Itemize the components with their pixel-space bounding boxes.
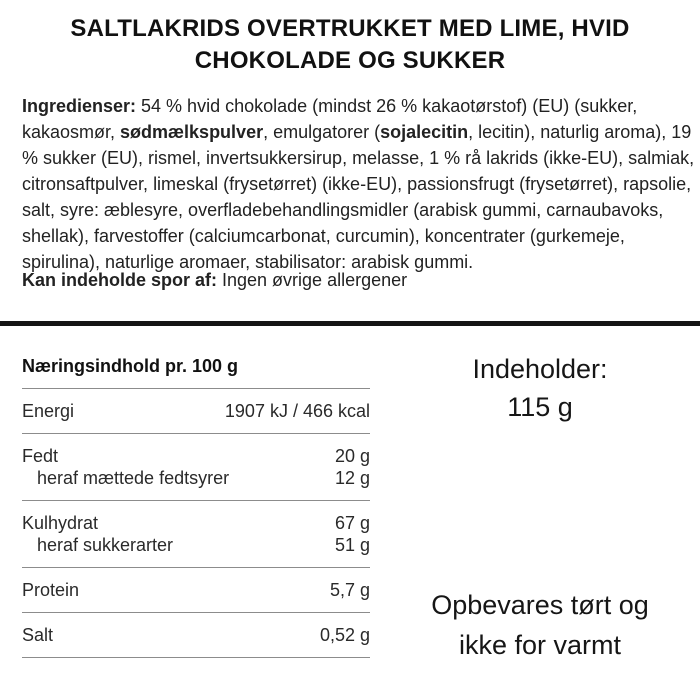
nutrient-value: 1907 kJ / 466 kcal xyxy=(224,401,370,421)
nutrition-row xyxy=(22,512,370,534)
text-run: citronsaftpulver, limeskal (frysetørret) (ikke-EU), passionsfrugt (frysetørret), rapsolie, xyxy=(22,174,692,194)
product-title-line2: CHOKOLADE OG SUKKER xyxy=(194,47,506,74)
nutrition-row xyxy=(22,534,370,556)
nutrient-value: 20 g xyxy=(334,446,370,466)
nutrition-section xyxy=(22,568,370,613)
bold-text-run: Kan indeholde spor af: xyxy=(22,270,218,290)
text-run: kakaosmør, xyxy=(22,122,121,142)
text-run: , emulgatorer ( xyxy=(263,122,381,142)
nutrient-label: Kulhydrat xyxy=(22,513,99,533)
net-content xyxy=(392,350,688,426)
net-content-amount: 115 g xyxy=(507,392,573,422)
nutrient-label: Salt xyxy=(22,625,54,645)
bold-text-run: sojalecitin xyxy=(380,122,469,142)
nutrient-value: 12 g xyxy=(334,468,370,488)
nutrient-value: 5,7 g xyxy=(329,580,370,600)
nutrition-row xyxy=(22,445,370,467)
nutrition-row xyxy=(22,467,370,489)
text-run: % sukker (EU), rismel, invertsukkersirup, melasse, 1 % rå lakrids (ikke-EU), salmiak, xyxy=(22,148,695,168)
bold-text-run: sødmælkspulver xyxy=(120,122,264,142)
nutrient-label: Protein xyxy=(22,580,80,600)
nutrition-section xyxy=(22,434,370,501)
nutrition-row xyxy=(22,624,370,646)
nutrition-section xyxy=(22,613,370,658)
nutrition-section xyxy=(22,501,370,568)
nutrient-value: 67 g xyxy=(334,513,370,533)
nutrient-label: Fedt xyxy=(22,446,59,466)
storage-line2: ikke for varmt xyxy=(458,630,622,660)
ingredients-line xyxy=(22,145,695,171)
nutrient-value: 51 g xyxy=(334,535,370,555)
nutrient-value: 0,52 g xyxy=(319,625,370,645)
text-run: salt, syre: æblesyre, overfladebehandlingsmidler (arabisk gummi, carnaubavoks, xyxy=(22,200,664,220)
section-divider-bar xyxy=(0,321,700,326)
allergen-statement xyxy=(22,268,682,292)
nutrition-table xyxy=(22,350,370,658)
ingredients-line xyxy=(22,171,692,197)
ingredients-paragraph xyxy=(22,93,695,275)
product-title xyxy=(20,13,680,77)
nutrient-label: Energi xyxy=(22,401,75,421)
ingredients-line xyxy=(22,119,692,145)
text-run: spirulina), naturlige aromaer, stabilisator: arabisk gummi. xyxy=(22,252,474,272)
ingredients-line xyxy=(22,197,682,223)
ingredients-line xyxy=(22,93,682,119)
ingredients-line xyxy=(22,223,682,249)
storage-line1: Opbevares tørt og xyxy=(431,590,649,620)
bold-text-run: Ingredienser: xyxy=(22,96,137,116)
nutrition-row xyxy=(22,400,370,422)
text-run: Ingen øvrige allergener xyxy=(217,270,408,290)
storage-instructions xyxy=(392,585,688,665)
nutrition-section xyxy=(22,389,370,434)
nutrient-label: heraf mættede fedtsyrer xyxy=(37,468,230,488)
text-run: shellak), farvestoffer (calciumcarbonat, curcumin), koncentrater (gurkemeje, xyxy=(22,226,625,246)
nutrition-table-title: Næringsindhold pr. 100 g xyxy=(22,350,370,389)
nutrition-table-rows xyxy=(22,389,370,658)
net-content-label: Indeholder: xyxy=(472,354,608,384)
text-run: , lecitin), naturlig aroma), 19 xyxy=(468,122,692,142)
product-title-line1: SALTLAKRIDS OVERTRUKKET MED LIME, HVID xyxy=(70,15,630,42)
nutrition-row xyxy=(22,579,370,601)
text-run: 54 % hvid chokolade (mindst 26 % kakaotørstof) (EU) (sukker, xyxy=(136,96,638,116)
nutrient-label: heraf sukkerarter xyxy=(37,535,174,555)
